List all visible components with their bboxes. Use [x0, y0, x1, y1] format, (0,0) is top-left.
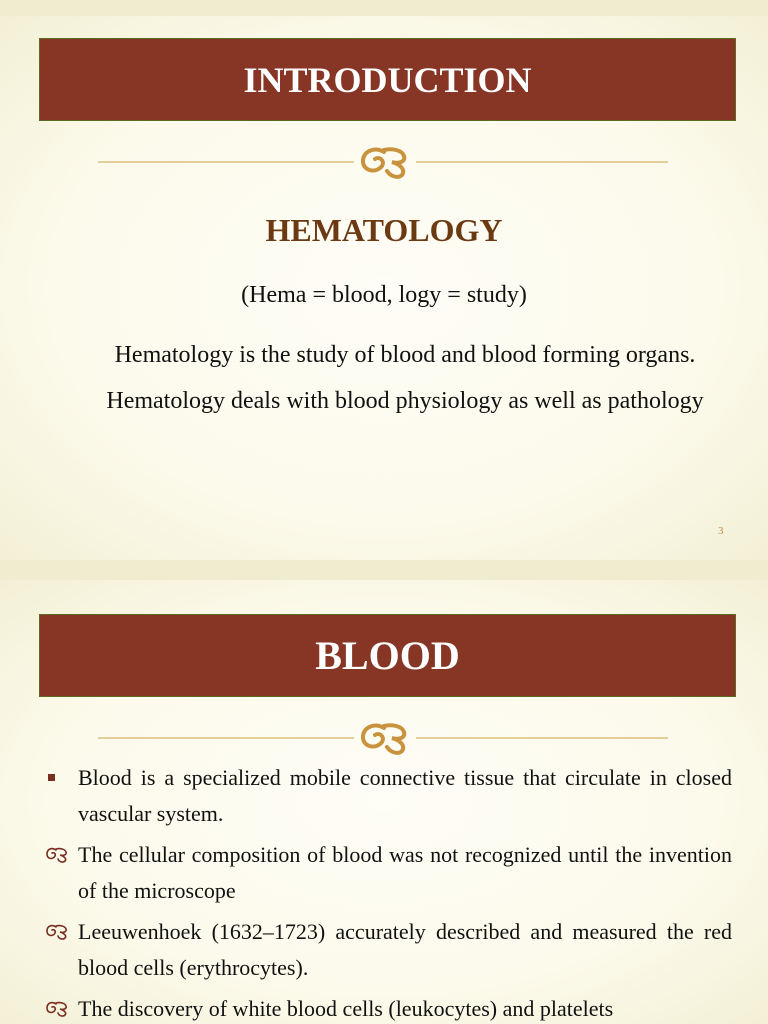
- list-item: [44, 760, 732, 832]
- fleuron-bullet-icon: [44, 845, 70, 865]
- bullet-text: The cellular composition of blood was not recognized until the invention of the microscope: [78, 842, 732, 903]
- bullet-text: The discovery of white blood cells (leukocytes) and platelets: [78, 996, 614, 1021]
- slide-title: INTRODUCTION: [39, 38, 736, 121]
- fleuron-bullet-icon: [44, 922, 70, 942]
- fleuron-bullet-icon: [44, 999, 70, 1019]
- slide-blood: [0, 580, 768, 1024]
- bullet-text: Leeuwenhoek (1632–1723) accurately described and measured the red blood cells (erythrocytes).: [78, 919, 732, 980]
- page-number: 3: [718, 525, 724, 537]
- square-bullet-icon: [48, 774, 55, 781]
- divider-line-left: [98, 737, 354, 739]
- etymology-text: (Hema = blood, logy = study): [241, 282, 527, 308]
- slide-title: BLOOD: [39, 614, 736, 697]
- divider-ornament: [98, 720, 668, 756]
- divider-ornament: [98, 144, 668, 180]
- list-item: [44, 914, 732, 986]
- bullet-list: [44, 760, 732, 1024]
- list-item: [44, 837, 732, 909]
- fleuron-icon: [354, 144, 416, 180]
- divider-line-left: [98, 161, 354, 163]
- definition-paragraph: Hematology is the study of blood and blood forming organs. Hematology deals with blood physiology as well as pathology: [106, 342, 704, 414]
- divider-line-right: [416, 737, 668, 739]
- fleuron-icon: [354, 720, 416, 756]
- subheading: HEMATOLOGY: [265, 212, 503, 248]
- list-item: [44, 991, 732, 1024]
- bullet-text: Blood is a specialized mobile connective tissue that circulate in closed vascular system.: [78, 765, 732, 826]
- divider-line-right: [416, 161, 668, 163]
- slide-introduction: [0, 16, 768, 560]
